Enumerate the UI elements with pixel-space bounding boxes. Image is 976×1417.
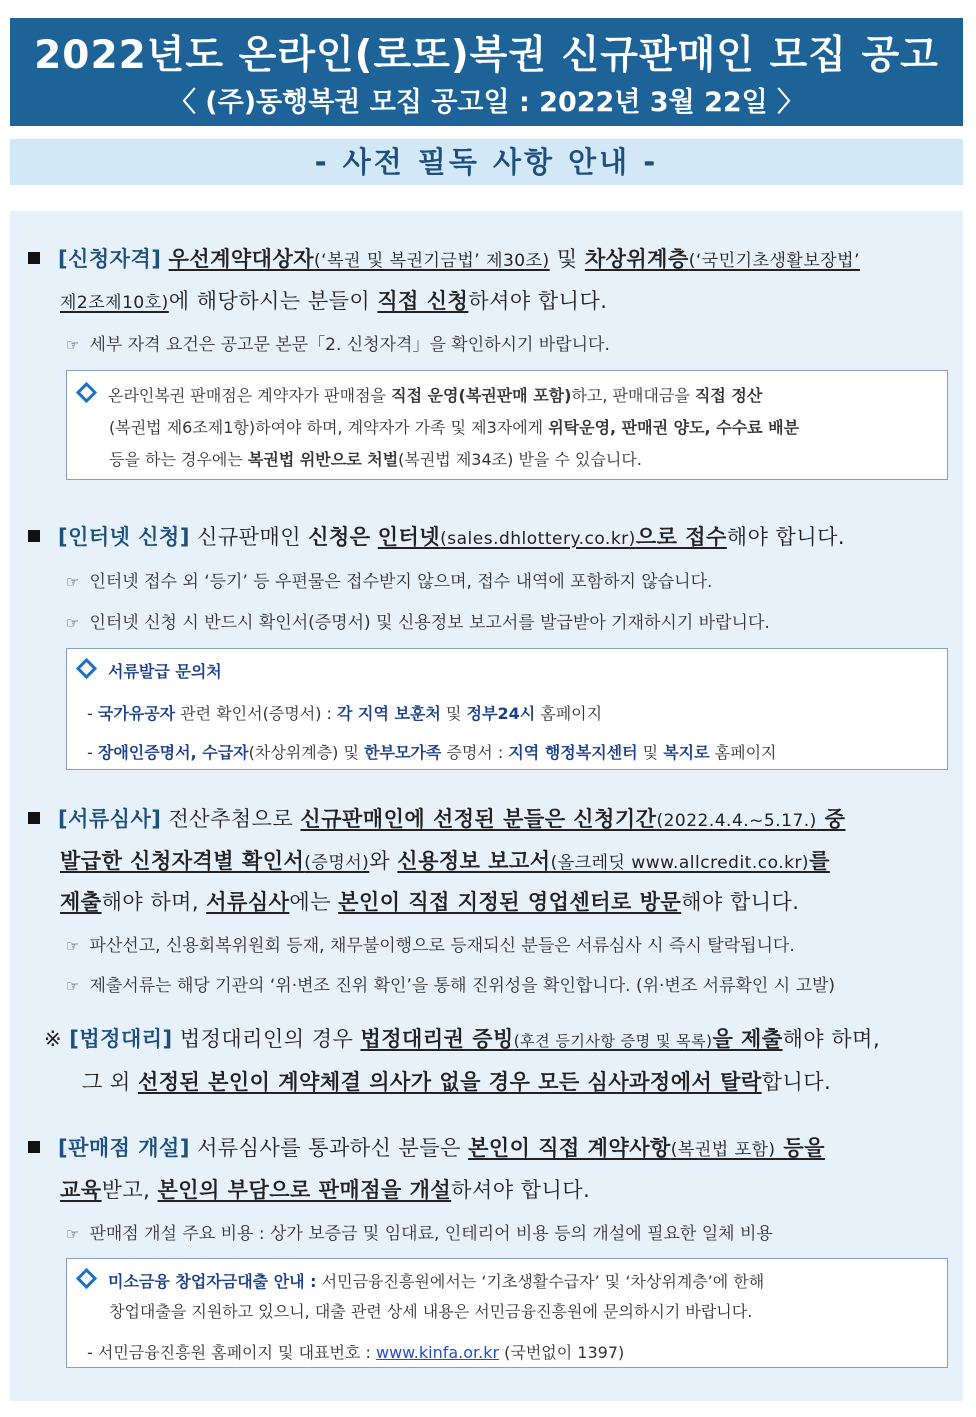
s1-line1: [신청자격] 우선계약대상자(‘복권 및 복권기금법’ 제30조) 및 차상위계층(‘국민기초생활보장법’	[28, 243, 860, 273]
s4-line2: 교육받고, 본인의 부담으로 판매점을 개설하셔야 합니다.	[60, 1178, 591, 1202]
s1-warning-box: 온라인복권 판매점은 계약자가 판매점을 직접 운영(복권판매 포함)하고, 판매대금을 직접 정산 (복권법 제6조제1항)하여야 하며, 계약자가 가족 및 제3자에게 위탁운영, 판매권 양도, 수수료 배분 등을 하는 경우에는 복권법 위반으로 처벌(복권법 제34조) 받을 수 있습니다.	[66, 370, 948, 480]
announcement-title: 2022년도 온라인(로또)복권 신규판매인 모집 공고	[34, 33, 939, 78]
s3-note2: ☞ 제출서류는 해당 기관의 ‘위·변조 진위 확인’을 통해 진위성을 확인합니다. (위·변조 서류확인 시 고발)	[66, 976, 836, 996]
announcement-date: 〈 (주)동행복권 모집 공고일 : 2022년 3월 22일 〉	[168, 87, 805, 118]
announcement-header	[10, 18, 963, 126]
s4-note: ☞ 판매점 개설 주요 비용 : 상가 보증금 및 임대료, 인테리어 비용 등의 개설에 필요한 일체 비용	[66, 1224, 773, 1244]
s2-tag: [인터넷 신청]	[58, 525, 190, 549]
s1-line2: 제2조제10호)에 해당하시는 분들이 직접 신청하셔야 합니다.	[60, 289, 608, 313]
s2-note1: ☞ 인터넷 접수 외 ‘등기’ 등 우편물은 접수받지 않으며, 접수 내역에 포함하지 않습니다.	[66, 572, 713, 592]
pointing-hand-icon: ☞	[66, 614, 80, 632]
s1-tag: [신청자격]	[58, 247, 162, 271]
pointing-hand-icon: ☞	[66, 1225, 80, 1243]
pointing-hand-icon: ☞	[66, 977, 80, 995]
s4-loan-box: 미소금융 창업자금대출 안내 : 서민금융진흥원에서는 ‘기초생활수급자’ 및 ‘차상위계층’에 한해 창업대출을 지원하고 있으니, 대출 관련 상세 내용은 서민금융진흥원에 문의하시기 바랍니다. - 서민금융진흥원 홈페이지 및 대표번호 : www.kinfa.or.kr (국번없이 1397)	[66, 1258, 948, 1368]
s3-line2: 발급한 신청자격별 확인서(증명서)와 신용정보 보고서(올크레딧 www.allcredit.co.kr)를	[60, 849, 830, 873]
reference-mark-icon: ※	[44, 1027, 63, 1051]
square-bullet-icon	[28, 812, 40, 824]
s3-tag: [서류심사]	[58, 807, 162, 831]
s3-note1: ☞ 파산선고, 신용회복위원회 등재, 채무불이행으로 등재되신 분들은 서류심사 시 즉시 탈락됩니다.	[66, 936, 795, 956]
diamond-bullet-icon	[76, 658, 97, 679]
legal-line2: 그 외 선정된 본인이 계약체결 의사가 없을 경우 모든 심사과정에서 탈락합니다.	[82, 1070, 832, 1094]
pointing-hand-icon: ☞	[66, 573, 80, 591]
pointing-hand-icon: ☞	[66, 937, 80, 955]
kinfa-website-link[interactable]: www.kinfa.or.kr	[375, 1343, 500, 1362]
s1-note: ☞ 세부 자격 요건은 공고문 본문「2. 신청자격」을 확인하시기 바랍니다.	[66, 335, 610, 355]
diamond-bullet-icon	[76, 1268, 97, 1289]
pointing-hand-icon: ☞	[66, 336, 80, 354]
square-bullet-icon	[28, 1141, 40, 1153]
s2-line1: [인터넷 신청] 신규판매인 신청은 인터넷(sales.dhlottery.co.kr)으로 접수해야 합니다.	[28, 521, 845, 551]
square-bullet-icon	[28, 530, 40, 542]
s2-note2: ☞ 인터넷 신청 시 반드시 확인서(증명서) 및 신용정보 보고서를 발급받아 기재하시기 바랍니다.	[66, 613, 770, 633]
s3-line1: [서류심사] 전산추첨으로 신규판매인에 선정된 분들은 신청기간(2022.4.4.~5.17.) 중	[28, 803, 845, 833]
legal-tag: [법정대리]	[69, 1027, 173, 1051]
square-bullet-icon	[28, 252, 40, 264]
s3-line3: 제출해야 하며, 서류심사에는 본인이 직접 지정된 영업센터로 방문해야 합니다.	[60, 890, 800, 914]
legal-line1: ※ [법정대리] 법정대리인의 경우 법정대리권 증빙(후견 등기사항 증명 및 목록)을 제출해야 하며,	[44, 1027, 881, 1051]
notice-bar: - 사전 필독 사항 안내 -	[10, 139, 963, 185]
s4-tag: [판매점 개설]	[58, 1136, 190, 1160]
s4-line1: [판매점 개설] 서류심사를 통과하신 분들은 본인이 직접 계약사항(복권법 포함) 등을	[28, 1132, 825, 1162]
s2-contact-box: 서류발급 문의처 - 국가유공자 관련 확인서(증명서) : 각 지역 보훈처 및 정부24시 홈페이지 - 장애인증명서, 수급자(차상위계층) 및 한부모가족 증명서 : 지역 행정복지센터 및 복지로 홈페이지	[66, 648, 948, 770]
diamond-bullet-icon	[76, 382, 97, 403]
